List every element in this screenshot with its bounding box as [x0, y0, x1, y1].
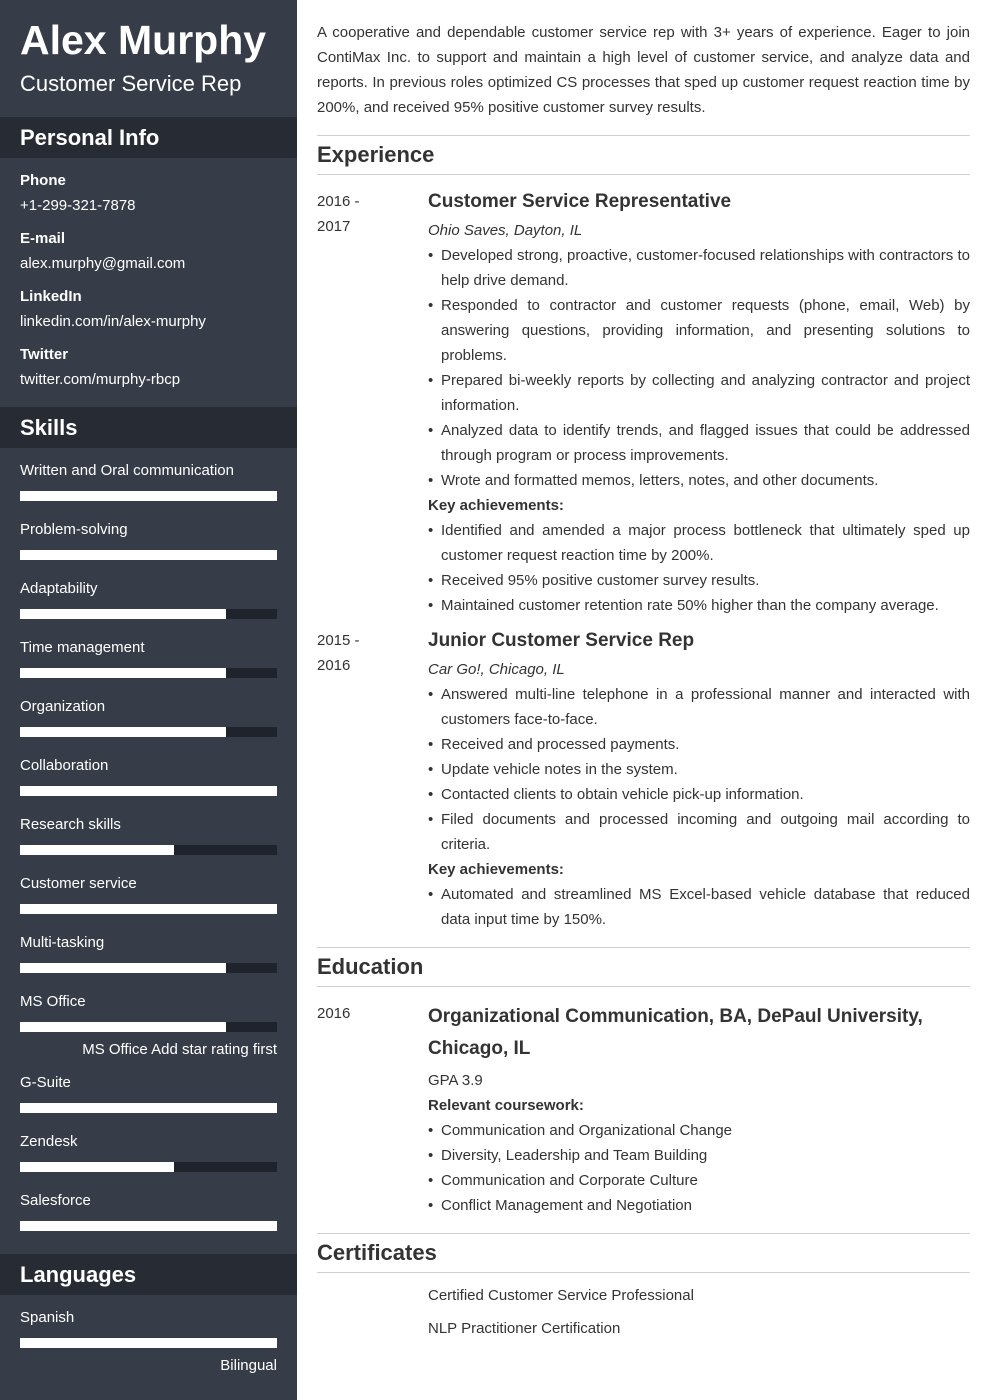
- personal-info-heading: Personal Info: [0, 117, 297, 158]
- education-section: [317, 947, 970, 1218]
- skill-bar-fill: [20, 491, 277, 501]
- achievements-label: Key achievements:: [428, 497, 564, 514]
- certificates-heading: Certificates: [317, 1233, 970, 1273]
- certificate-item: NLP Practitioner Certification: [428, 1320, 621, 1337]
- list-item: • Wrote and formatted memos, letters, notes, and other documents.: [428, 468, 970, 493]
- job-duties: [428, 243, 970, 493]
- experience-heading: Experience: [317, 135, 970, 175]
- linkedin-value[interactable]: linkedin.com/in/alex-murphy: [20, 313, 206, 330]
- skill-bar-fill: [20, 963, 226, 973]
- skill-label: Salesforce: [20, 1192, 91, 1209]
- achievements-label: Key achievements:: [428, 861, 564, 878]
- job-achievements: [428, 518, 970, 618]
- skill-bar-fill: [20, 609, 226, 619]
- job-company: Ohio Saves, Dayton, IL: [428, 222, 583, 239]
- skill-bar: [20, 609, 277, 619]
- main-content: [317, 20, 970, 1341]
- skill-label: Written and Oral communication: [20, 462, 234, 479]
- coursework-label: Relevant coursework:: [428, 1097, 584, 1114]
- list-item: • Communication and Organizational Change: [428, 1118, 970, 1143]
- skill-bar: [20, 550, 277, 560]
- language-bar-fill: [20, 1338, 277, 1348]
- skill-bar-fill: [20, 668, 226, 678]
- education-heading: Education: [317, 947, 970, 987]
- job-date-end: 2017: [317, 218, 351, 235]
- skill-bar: [20, 1022, 277, 1032]
- gpa: GPA 3.9: [428, 1072, 483, 1089]
- languages-heading: Languages: [0, 1254, 297, 1295]
- job-body: [428, 189, 970, 618]
- job-body: [428, 628, 970, 932]
- experience-section: [317, 135, 970, 932]
- list-item: • Maintained customer retention rate 50% higher than the company average.: [428, 593, 970, 618]
- skill-bar-fill: [20, 786, 277, 796]
- list-item: • Analyzed data to identify trends, and flagged issues that could be addressed through program or process improvements.: [428, 418, 970, 468]
- skill-bar: [20, 963, 277, 973]
- job-entry: [317, 189, 970, 618]
- skill-bar-fill: [20, 550, 277, 560]
- email-label: E-mail: [20, 230, 66, 247]
- language-bar: [20, 1338, 277, 1348]
- candidate-name: Alex Murphy: [20, 17, 267, 63]
- skill-bar: [20, 845, 277, 855]
- twitter-label: Twitter: [20, 346, 69, 363]
- skills-heading: Skills: [0, 407, 297, 448]
- skill-bar: [20, 1103, 277, 1113]
- linkedin-label: LinkedIn: [20, 288, 82, 305]
- list-item: • Received and processed payments.: [428, 732, 970, 757]
- job-date-start: 2015 -: [317, 632, 360, 649]
- list-item: • Received 95% positive customer survey results.: [428, 568, 970, 593]
- skill-bar: [20, 904, 277, 914]
- skill-label: Customer service: [20, 875, 137, 892]
- email-value[interactable]: alex.murphy@gmail.com: [20, 255, 186, 272]
- skill-label: Problem-solving: [20, 521, 128, 538]
- job-date-start: 2016 -: [317, 193, 360, 210]
- skill-label: Zendesk: [20, 1133, 78, 1150]
- job-achievements: [428, 882, 970, 932]
- skill-bar: [20, 786, 277, 796]
- skill-bar-fill: [20, 1022, 226, 1032]
- phone-label: Phone: [20, 172, 66, 189]
- job-title: Junior Customer Service Rep: [428, 630, 695, 651]
- skill-bar: [20, 491, 277, 501]
- job-title: Customer Service Representative: [428, 191, 732, 212]
- skill-label: Organization: [20, 698, 106, 715]
- skill-label: MS Office: [20, 993, 86, 1010]
- coursework-list: [428, 1118, 970, 1218]
- list-item: • Responded to contractor and customer requests (phone, email, Web) by answering questions, providing information, and presenting solutions to problems.: [428, 293, 970, 368]
- job-duties: [428, 682, 970, 857]
- job-date-end: 2016: [317, 657, 351, 674]
- twitter-value[interactable]: twitter.com/murphy-rbcp: [20, 371, 181, 388]
- list-item: • Communication and Corporate Culture: [428, 1168, 970, 1193]
- degree-title: Organizational Communication, BA, DePaul University, Chicago, IL: [428, 1006, 923, 1059]
- job-dates: [317, 628, 428, 932]
- certificates-section: [317, 1233, 970, 1341]
- language-label: Spanish: [20, 1309, 75, 1326]
- job-entry: [317, 628, 970, 932]
- certificate-item: Certified Customer Service Professional: [428, 1287, 694, 1304]
- summary: A cooperative and dependable customer service rep with 3+ years of experience. Eager to join ContiMax Inc. to support and maintain a high level of customer service, and analyze data and reports. In previous roles optimized CS processes that sped up customer request reaction time by 200%, and received 95% positive customer survey results.: [317, 24, 970, 116]
- skill-note: MS Office Add star rating first: [82, 1041, 277, 1058]
- education-body: [428, 1001, 970, 1218]
- list-item: • Filed documents and processed incoming and outgoing mail according to criteria.: [428, 807, 970, 857]
- phone-value: +1-299-321-7878: [20, 197, 136, 214]
- skill-bar-fill: [20, 904, 277, 914]
- skill-label: Collaboration: [20, 757, 109, 774]
- skill-bar: [20, 1221, 277, 1231]
- skill-label: Multi-tasking: [20, 934, 105, 951]
- education-entry: [317, 1001, 970, 1218]
- sidebar: [0, 0, 297, 1400]
- language-level-note: Bilingual: [220, 1357, 277, 1374]
- list-item: • Prepared bi-weekly reports by collecting and analyzing contractor and project information.: [428, 368, 970, 418]
- skill-bar-fill: [20, 1162, 174, 1172]
- skill-bar: [20, 1162, 277, 1172]
- skill-bar: [20, 668, 277, 678]
- skill-bar-fill: [20, 845, 174, 855]
- list-item: • Diversity, Leadership and Team Building: [428, 1143, 970, 1168]
- list-item: • Conflict Management and Negotiation: [428, 1193, 970, 1218]
- candidate-role: Customer Service Rep: [20, 71, 242, 96]
- skill-label: Time management: [20, 639, 145, 656]
- skill-label: G-Suite: [20, 1074, 71, 1091]
- skill-bar-fill: [20, 727, 226, 737]
- skill-bar: [20, 727, 277, 737]
- job-dates: [317, 189, 428, 618]
- list-item: • Update vehicle notes in the system.: [428, 757, 970, 782]
- education-date: 2016: [317, 1005, 351, 1022]
- list-item: • Contacted clients to obtain vehicle pick-up information.: [428, 782, 970, 807]
- list-item: • Automated and streamlined MS Excel-based vehicle database that reduced data input time by 150%.: [428, 882, 970, 932]
- skill-bar-fill: [20, 1103, 277, 1113]
- list-item: • Developed strong, proactive, customer-focused relationships with contractors to help drive demand.: [428, 243, 970, 293]
- list-item: • Answered multi-line telephone in a professional manner and interacted with customers face-to-face.: [428, 682, 970, 732]
- skill-label: Research skills: [20, 816, 121, 833]
- skill-label: Adaptability: [20, 580, 98, 597]
- job-company: Car Go!, Chicago, IL: [428, 661, 565, 678]
- skill-bar-fill: [20, 1221, 277, 1231]
- list-item: • Identified and amended a major process bottleneck that ultimately sped up customer request reaction time by 200%.: [428, 518, 970, 568]
